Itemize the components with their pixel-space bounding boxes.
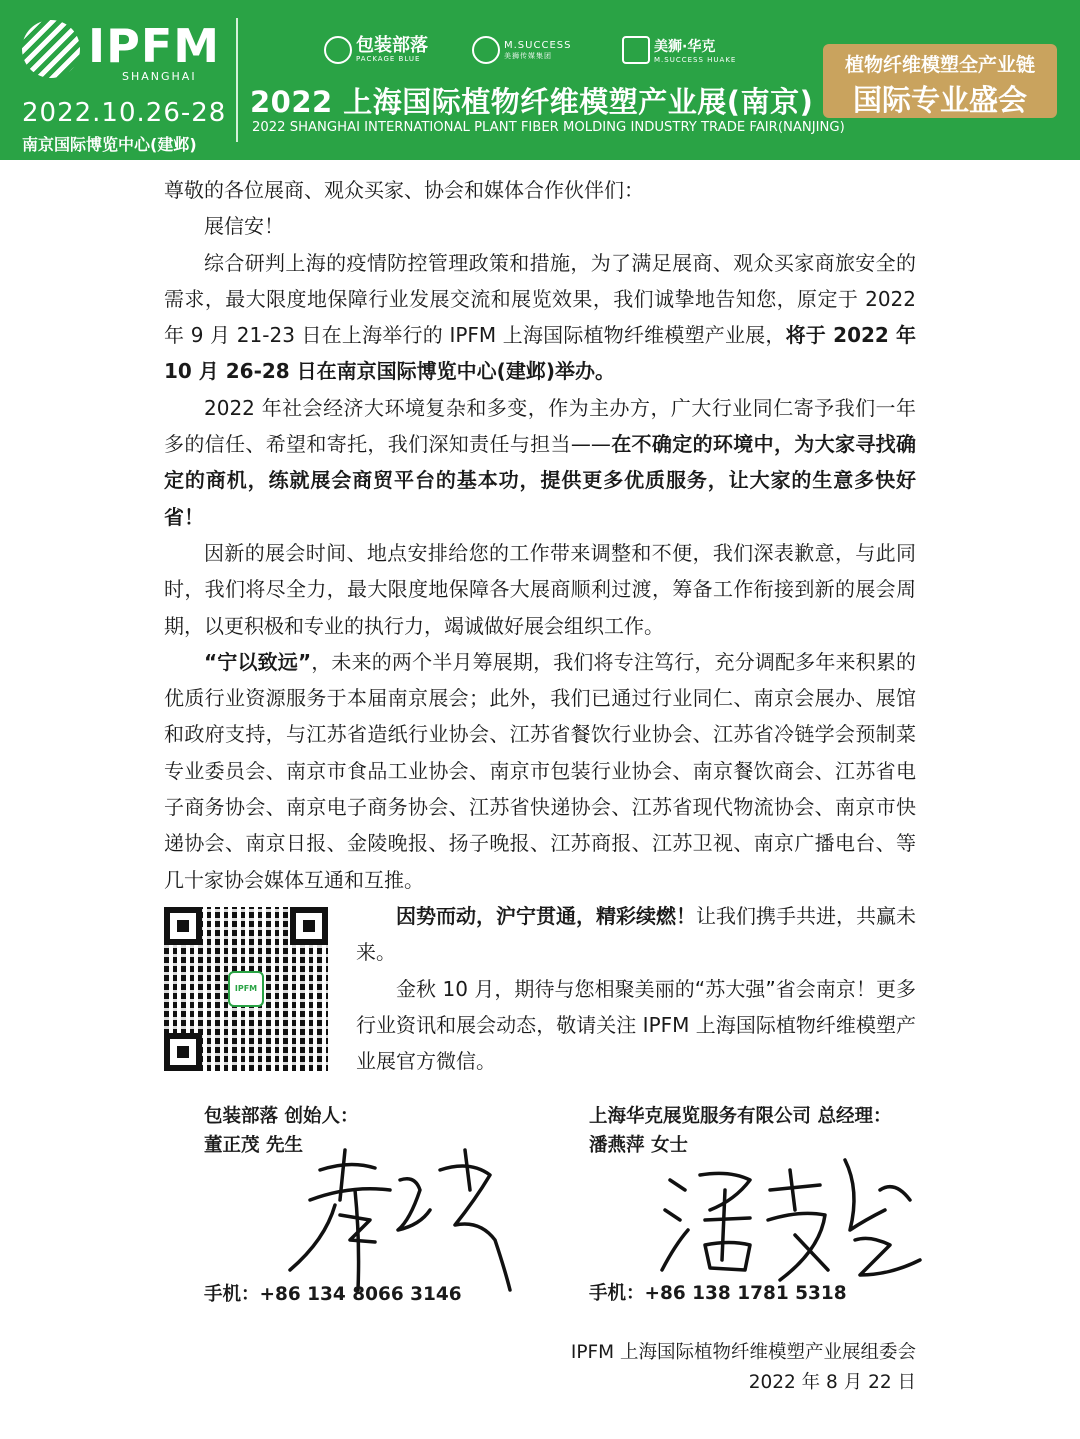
greeting: 展信安！ (204, 214, 284, 239)
package-blue-logo-icon (324, 36, 352, 64)
paragraph-6: 金秋 10 月，期待与您相聚美丽的“苏大强”省会南京！更多行业资讯和展会动态，敬请关注 IPFM 上海国际植物纤维模塑产业展官方微信。 (356, 976, 916, 1074)
paragraph-4-bold: “宁以致远” (204, 649, 312, 674)
fair-date: 2022.10.26-28 (22, 98, 227, 128)
salutation: 尊敬的各位展商、观众买家、协会和媒体合作伙伴们： (164, 178, 644, 202)
closing-text (356, 898, 916, 1079)
organizer-name: IPFM 上海国际植物纤维模塑产业展组委会 (570, 1342, 916, 1363)
header-divider (236, 18, 238, 142)
left-signatory-title: 包装部落 创始人： (204, 1106, 359, 1127)
letter-date: 2022 年 8 月 22 日 (748, 1372, 916, 1393)
right-handwritten-signature (650, 1150, 930, 1300)
paragraph-5 (356, 898, 916, 971)
qr-finder-top-left (164, 907, 202, 945)
partner-name: 美狮·华克 (654, 39, 716, 55)
ipfm-logo-block (18, 12, 227, 154)
left-handwritten-signature (280, 1130, 520, 1300)
fair-venue: 南京国际博览中心(建邺) (22, 135, 197, 154)
paragraph-1-text: 综合研判上海的疫情防控管理政策和措施，为了满足展商、观众买家商旅安全的需求，最大限度地保障行业发展交流和展览效果，我们诚挚地告知您，原定于 2022 年 9 月 21-23 日在上海举行的 IPFM 上海国际植物纤维模塑产业展， (164, 250, 916, 348)
paragraph-4 (164, 644, 916, 898)
lion-logo-icon (472, 36, 500, 64)
left-phone: 手机：+86 134 8066 3146 (204, 1284, 462, 1305)
partner-m-success (472, 30, 571, 70)
fair-title-en: 2022 SHANGHAI INTERNATIONAL PLANT FIBER MOLDING INDUSTRY TRADE FAIR(NANJING) (252, 120, 845, 135)
paragraph-5-bold: 因势而动，沪宁贯通，精彩续燃！ (396, 904, 696, 928)
paragraph-4-text: ，未来的两个半月筹展期，我们将专注笃行，充分调配多年来积累的优质行业资源服务于本届南京展会；此外，我们已通过行业同仁、南京会展办、展馆和政府支持，与江苏省造纸行业协会、江苏省餐饮行业协会、江苏省冷链学会预制菜专业委员会、南京市食品工业协会、南京市包装行业协会、南京餐饮商会、江苏省电子商务协会、南京电子商务协会、江苏省快递协会、江苏省现代物流协会、南京市快递协会、南京日报、金陵晚报、扬子晚报、江苏商报、江苏卫视、南京广播电台、等几十家协会媒体互通和互推。 (164, 649, 916, 892)
paragraph-2-text: 2022 年社会经济大环境复杂和多变，作为主办方，广大行业同仁寄予我们一年多的信任、希望和寄托，我们深知责任与担当—— (164, 395, 916, 457)
huake-logo-icon (622, 36, 650, 64)
paragraph-3: 因新的展会时间、地点安排给您的工作带来调整和不便，我们深表歉意，与此同时，我们将尽全力，最大限度地保障各大展商顺利过渡，筹备工作衔接到新的展会周期，以更积极和专业的执行力，竭诚做好展会组织工作。 (164, 540, 916, 638)
right-signatory-title: 上海华克展览服务有限公司 总经理： (589, 1106, 892, 1127)
qr-finder-top-right (290, 907, 328, 945)
paragraph-2 (164, 390, 916, 535)
partner-sub: 美狮传媒集团 (504, 51, 552, 60)
paragraph-1 (164, 245, 916, 390)
paragraph-2-bold: 在不确定的环境中，为大家寻找确定的商机，练就展会商贸平台的基本功，提供更多优质服务，让大家的生意多快好省！ (164, 432, 917, 529)
qr-finder-bottom-left (164, 1033, 202, 1071)
partner-huake (622, 30, 736, 70)
badge-line-2: 国际专业盛会 (852, 83, 1027, 117)
logo-subtitle: SHANGHAI (122, 70, 197, 83)
right-phone: 手机：+86 138 1781 5318 (589, 1283, 847, 1304)
fair-title-cn: 2022 上海国际植物纤维模塑产业展(南京) (250, 85, 814, 119)
partner-package-blue (324, 30, 428, 70)
wechat-qr-code (164, 907, 328, 1071)
partner-sub: M.SUCCESS HUAKE (654, 56, 737, 64)
partner-sub: PACKAGE BLUE (356, 55, 421, 63)
globe-logo-icon (22, 20, 80, 78)
right-signatory-name: 潘燕萍 女士 (589, 1135, 688, 1156)
badge-line-1: 植物纤维模塑全产业链 (844, 54, 1035, 76)
header-banner (0, 0, 1080, 160)
logo-text: IPFM (88, 19, 221, 73)
partner-name: M.SUCCESS (504, 39, 572, 51)
slogan-badge (823, 44, 1057, 118)
partner-logos (320, 30, 750, 70)
letter-body (164, 172, 916, 898)
partner-name: 包装部落 (356, 35, 428, 56)
paragraph-5-text: 让我们携手共进，共赢未来。 (356, 904, 916, 965)
paragraph-1-bold: 将于 2022 年 10 月 26-28 日在南京国际博览中心(建邺)举办。 (164, 323, 916, 384)
left-signatory-name: 董正茂 先生 (204, 1135, 303, 1156)
qr-center-logo: IPFM (228, 971, 264, 1007)
